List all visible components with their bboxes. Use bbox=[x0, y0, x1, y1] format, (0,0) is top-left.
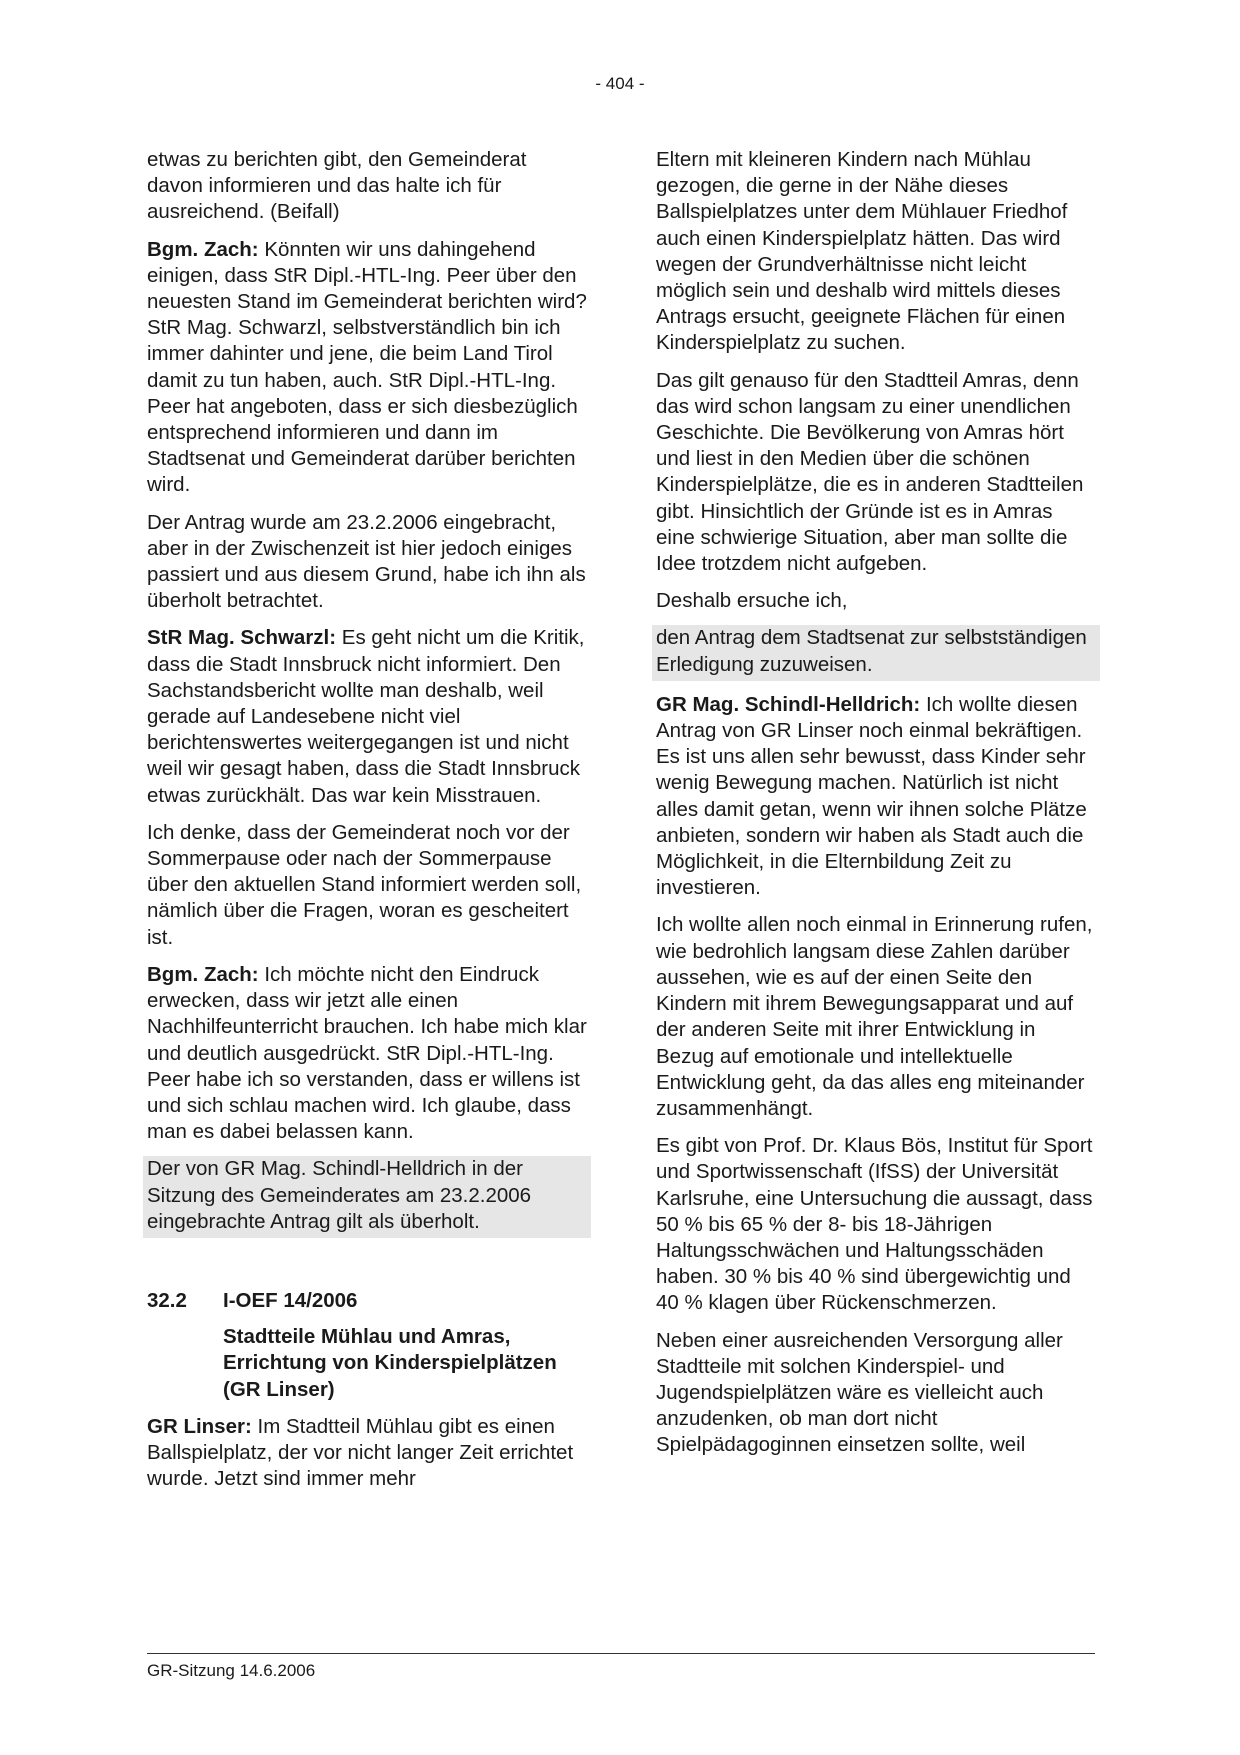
footer-text: GR-Sitzung 14.6.2006 bbox=[147, 1661, 316, 1680]
section-code: I-OEF 14/2006 bbox=[223, 1288, 358, 1312]
paragraph: Ich wollte allen noch einmal in Erinnerung rufen, wie bedrohlich langsam diese Zahlen darüber aussehen, wie es auf der einen Seite den Kindern mit ihrem Bewegungsapparat und auf der anderen Seite mit ihrer Entwicklung in Bezug auf emotionale und intellektuelle Entwicklung geht, da das alles eng miteinander zusammenhängt. bbox=[656, 913, 1093, 1120]
speaker-name: Bgm. Zach: bbox=[147, 962, 259, 986]
speech-text: Könnten wir uns dahingehend einigen, dass StR Dipl.-HTL-Ing. Peer über den neuesten Stand im Gemeinderat berichten wird? StR Mag. Schwarzl, selbstverständlich bin ich immer dahinter und jene, die beim Land Tirol damit zu tun haben, auch. StR Dipl.-HTL-Ing. Peer hat angeboten, dass er sich diesbezüglich entsprechend informieren und dann im Stadtsenat und Gemeinderat darüber berichten wird. bbox=[147, 237, 587, 497]
speech-text: Ich wollte diesen Antrag von GR Linser noch einmal bekräftigen. Es ist uns allen sehr bewusst, dass Kinder sehr wenig Bewegung machen. Natürlich ist nicht alles damit getan, wenn wir ihnen solche Plätze anbieten, sondern wir haben als Stadt auch die Möglichkeit, in die Elternbildung Zeit zu investieren. bbox=[656, 692, 1087, 900]
speaker-name: Bgm. Zach: bbox=[147, 237, 259, 261]
speech-paragraph bbox=[147, 625, 587, 808]
agenda-section bbox=[147, 1288, 587, 1403]
footer-divider bbox=[147, 1653, 1095, 1654]
speech-text: Ich möchte nicht den Eindruck erwecken, dass wir jetzt alle einen Nachhilfeunterricht brauchen. Ich habe mich klar und deutlich ausgedrückt. StR Dipl.-HTL-Ing. Peer habe ich so verstanden, dass er willens ist und sich schlau machen wird. Ich glaube, dass man es dabei belassen kann. bbox=[147, 962, 587, 1144]
decision-box: Der von GR Mag. Schindl-Helldrich in der Sitzung des Gemeinderates am 23.2.2006 eingebrachte Antrag gilt als überholt. bbox=[143, 1156, 591, 1238]
paragraph: Deshalb ersuche ich, bbox=[656, 589, 848, 613]
paragraph: Neben einer ausreichenden Versorgung aller Stadtteile mit solchen Kinderspiel- und Jugendspielplätzen wäre es vielleicht auch anzudenken, ob man dort nicht Spielpädagoginnen einsetzen sollte, weil bbox=[656, 1328, 1063, 1457]
section-heading bbox=[147, 1288, 587, 1314]
speech-paragraph bbox=[147, 1414, 587, 1493]
section-title: Stadtteile Mühlau und Amras, Errichtung von Kinderspielplätzen (GR Linser) bbox=[223, 1325, 557, 1401]
speech-text: Im Stadtteil Mühlau gibt es einen Ballspielplatz, der vor nicht langer Zeit errichtet wurde. Jetzt sind immer mehr bbox=[147, 1414, 574, 1491]
paragraph: Das gilt genauso für den Stadtteil Amras, denn das wird schon langsam zu einer unendlichen Geschichte. Die Bevölkerung von Amras hört und liest in den Medien über die schönen Kinderspielplätze, die es in anderen Stadtteilen gibt. Hinsichtlich der Gründe ist es in Amras eine schwierige Situation, aber man sollte die Idee trotzdem nicht aufgeben. bbox=[656, 368, 1084, 576]
section-number: 32.2 bbox=[147, 1288, 187, 1312]
paragraph: Es gibt von Prof. Dr. Klaus Bös, Institut für Sport und Sportwissenschaft (IfSS) der Universität Karlsruhe, eine Untersuchung die aussagt, dass 50 % bis 65 % der 8- bis 18-Jährigen Haltungsschwächen und Haltungsschäden haben. 30 % bis 40 % sind übergewichtig und 40 % klagen über Rückenschmerzen. bbox=[656, 1134, 1093, 1315]
paragraph: Ich denke, dass der Gemeinderat noch vor der Sommerpause oder nach der Sommerpause über den aktuellen Stand informiert werden soll, nämlich über die Fragen, woran es gescheitert ist. bbox=[147, 820, 582, 949]
page-number: - 404 - bbox=[595, 74, 645, 93]
right-column bbox=[656, 147, 1096, 1459]
speech-paragraph bbox=[147, 237, 587, 499]
speech-paragraph bbox=[147, 962, 587, 1145]
request-box: den Antrag dem Stadtsenat zur selbstständigen Erledigung zuzuweisen. bbox=[652, 625, 1100, 680]
speaker-name: GR Linser: bbox=[147, 1414, 252, 1438]
paragraph: Eltern mit kleineren Kindern nach Mühlau gezogen, die gerne in der Nähe dieses Ballspielplatzes unter dem Mühlauer Friedhof auch einen Kinderspielplatz hätten. Das wird wegen der Grundverhältnisse nicht leicht möglich sein und deshalb wird mittels dieses Antrags ersucht, geeignete Flächen für einen Kinderspielplatz zu suchen. bbox=[656, 148, 1068, 355]
speaker-name: GR Mag. Schindl-Helldrich: bbox=[656, 692, 921, 716]
paragraph: Der Antrag wurde am 23.2.2006 eingebracht, aber in der Zwischenzeit ist hier jedoch einiges passiert und aus diesem Grund, habe ich ihn als überholt betrachtet. bbox=[147, 510, 586, 613]
speech-text: Es geht nicht um die Kritik, dass die Stadt Innsbruck nicht informiert. Den Sachstandsbericht wollte man deshalb, weil gerade auf Landesebene nicht viel berichtenswertes weitergegangen ist und nicht weil wir gesagt haben, dass die Stadt Innsbruck etwas zurückhält. Das war kein Misstrauen. bbox=[147, 626, 585, 807]
paragraph: etwas zu berichten gibt, den Gemeinderat davon informieren und das halte ich für ausreichend. (Beifall) bbox=[147, 148, 527, 224]
left-column bbox=[147, 147, 587, 1492]
speech-paragraph bbox=[656, 692, 1096, 902]
speaker-name: StR Mag. Schwarzl: bbox=[147, 626, 337, 650]
